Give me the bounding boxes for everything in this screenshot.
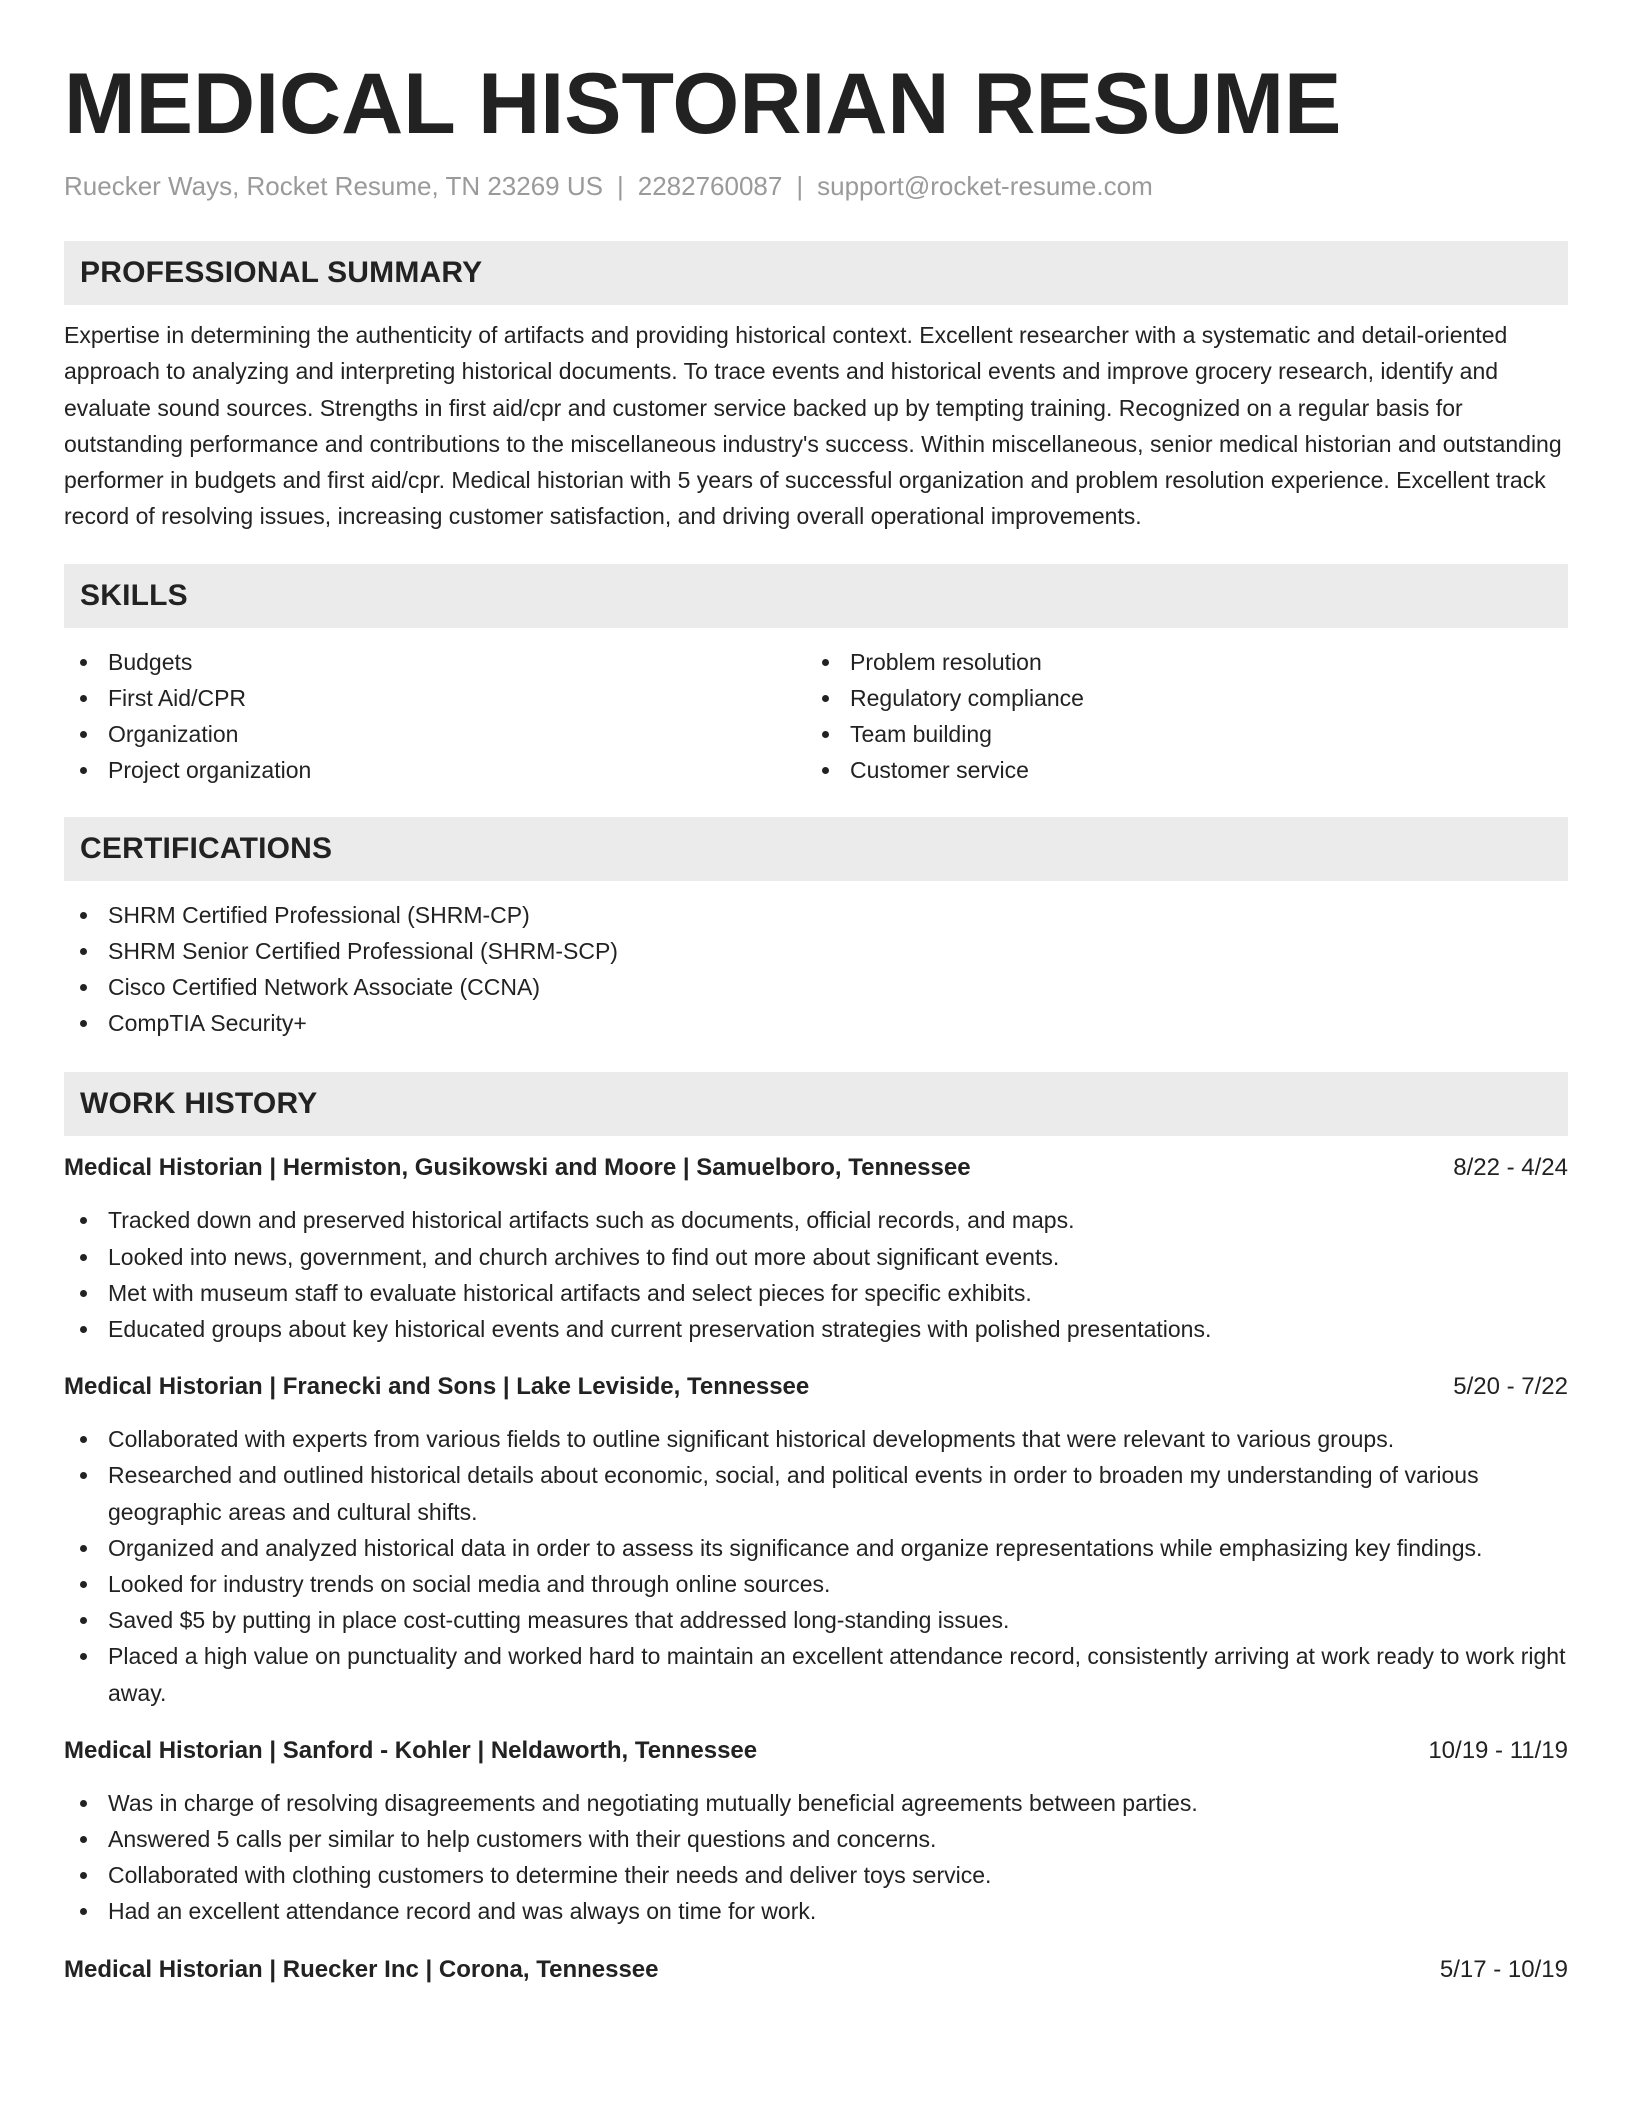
contact-email: support@rocket-resume.com (817, 171, 1153, 201)
job-bullet: Looked for industry trends on social media and through online sources. (64, 1566, 1568, 1602)
job-title: Medical Historian | Franecki and Sons | Lake Leviside, Tennessee (64, 1373, 810, 1401)
skill-item: Organization (64, 716, 806, 752)
job-bullet: Organized and analyzed historical data in order to assess its significance and organize representations while emphasizing key findings. (64, 1530, 1568, 1566)
job-bullet: Answered 5 calls per similar to help customers with their questions and concerns. (64, 1821, 1568, 1857)
job-bullets (64, 1421, 1568, 1711)
job-header (64, 1369, 1568, 1405)
work-history-heading: WORK HISTORY (64, 1072, 1568, 1136)
job-entry (64, 1369, 1568, 1711)
job-bullet: Placed a high value on punctuality and worked hard to maintain an excellent attendance record, consistently arriving at work ready to work right away. (64, 1638, 1568, 1710)
job-title: Medical Historian | Sanford - Kohler | Neldaworth, Tennessee (64, 1736, 758, 1764)
contact-phone: 2282760087 (637, 171, 783, 201)
certification-item: SHRM Senior Certified Professional (SHRM-SCP) (64, 933, 1568, 969)
job-bullet: Had an excellent attendance record and was always on time for work. (64, 1893, 1568, 1929)
job-bullet: Met with museum staff to evaluate historical artifacts and select pieces for specific exhibits. (64, 1275, 1568, 1311)
certification-item: CompTIA Security+ (64, 1005, 1568, 1041)
resume-title: MEDICAL HISTORIAN RESUME (64, 56, 1342, 152)
certifications-list (64, 897, 1568, 1042)
job-bullets (64, 1785, 1568, 1930)
job-entry (64, 1952, 1568, 1988)
job-entry (64, 1150, 1568, 1347)
job-bullets (64, 1202, 1568, 1347)
job-title: Medical Historian | Hermiston, Gusikowski and Moore | Samuelboro, Tennessee (64, 1154, 971, 1182)
job-bullet: Was in charge of resolving disagreements and negotiating mutually beneficial agreements between parties. (64, 1785, 1568, 1821)
job-dates: 10/19 - 11/19 (1428, 1736, 1568, 1764)
job-bullet: Tracked down and preserved historical artifacts such as documents, official records, and maps. (64, 1202, 1568, 1238)
skills-column-left (64, 644, 806, 789)
skills-column-right (806, 644, 1548, 789)
skill-item: Regulatory compliance (806, 680, 1548, 716)
job-header (64, 1733, 1568, 1769)
job-bullet: Researched and outlined historical details about economic, social, and political events in order to broaden my understanding of various geographic areas and cultural shifts. (64, 1457, 1568, 1529)
summary-heading: PROFESSIONAL SUMMARY (64, 241, 1568, 305)
job-bullet: Collaborated with clothing customers to determine their needs and deliver toys service. (64, 1857, 1568, 1893)
job-entry (64, 1733, 1568, 1930)
certification-item: Cisco Certified Network Associate (CCNA) (64, 969, 1568, 1005)
skill-item: Budgets (64, 644, 806, 680)
job-header (64, 1952, 1568, 1988)
job-dates: 5/17 - 10/19 (1439, 1955, 1568, 1983)
skill-item: Problem resolution (806, 644, 1548, 680)
job-dates: 8/22 - 4/24 (1453, 1154, 1568, 1182)
job-bullet: Collaborated with experts from various fields to outline significant historical developments that were relevant to various groups. (64, 1421, 1568, 1457)
certification-item: SHRM Certified Professional (SHRM-CP) (64, 897, 1568, 933)
job-bullet: Saved $5 by putting in place cost-cutting measures that addressed long-standing issues. (64, 1602, 1568, 1638)
job-bullet: Looked into news, government, and church archives to find out more about significant events. (64, 1239, 1568, 1275)
job-title: Medical Historian | Ruecker Inc | Corona, Tennessee (64, 1955, 659, 1983)
contact-separator: | (796, 171, 804, 201)
skill-item: Customer service (806, 752, 1548, 788)
skills-heading: SKILLS (64, 564, 1568, 628)
certifications-heading: CERTIFICATIONS (64, 817, 1568, 881)
job-bullet: Educated groups about key historical events and current preservation strategies with polished presentations. (64, 1311, 1568, 1347)
job-dates: 5/20 - 7/22 (1453, 1373, 1568, 1401)
skill-item: Project organization (64, 752, 806, 788)
job-header (64, 1150, 1568, 1186)
summary-text: Expertise in determining the authenticity of artifacts and providing historical context. Excellent researcher with a systematic and detail-oriented approach to analyzing and interpreting historical documents. To trace events and historical events and improve grocery research, identify and evaluate sound sources. Strengths in first aid/cpr and customer service backed up by tempting training. Recognized on a regular basis for outstanding performance and contributions to the miscellaneous industry's success. Within miscellaneous, senior medical historian and outstanding performer in budgets and first aid/cpr. Medical historian with 5 years of successful organization and problem resolution experience. Excellent track record of resolving issues, increasing customer satisfaction, and driving overall operational improvements. (64, 322, 1562, 530)
contact-line (64, 168, 1568, 204)
contact-separator: | (616, 171, 624, 201)
skill-item: Team building (806, 716, 1548, 752)
skill-item: First Aid/CPR (64, 680, 806, 716)
contact-address: Ruecker Ways, Rocket Resume, TN 23269 US (64, 171, 603, 201)
skills-list (64, 644, 1568, 789)
